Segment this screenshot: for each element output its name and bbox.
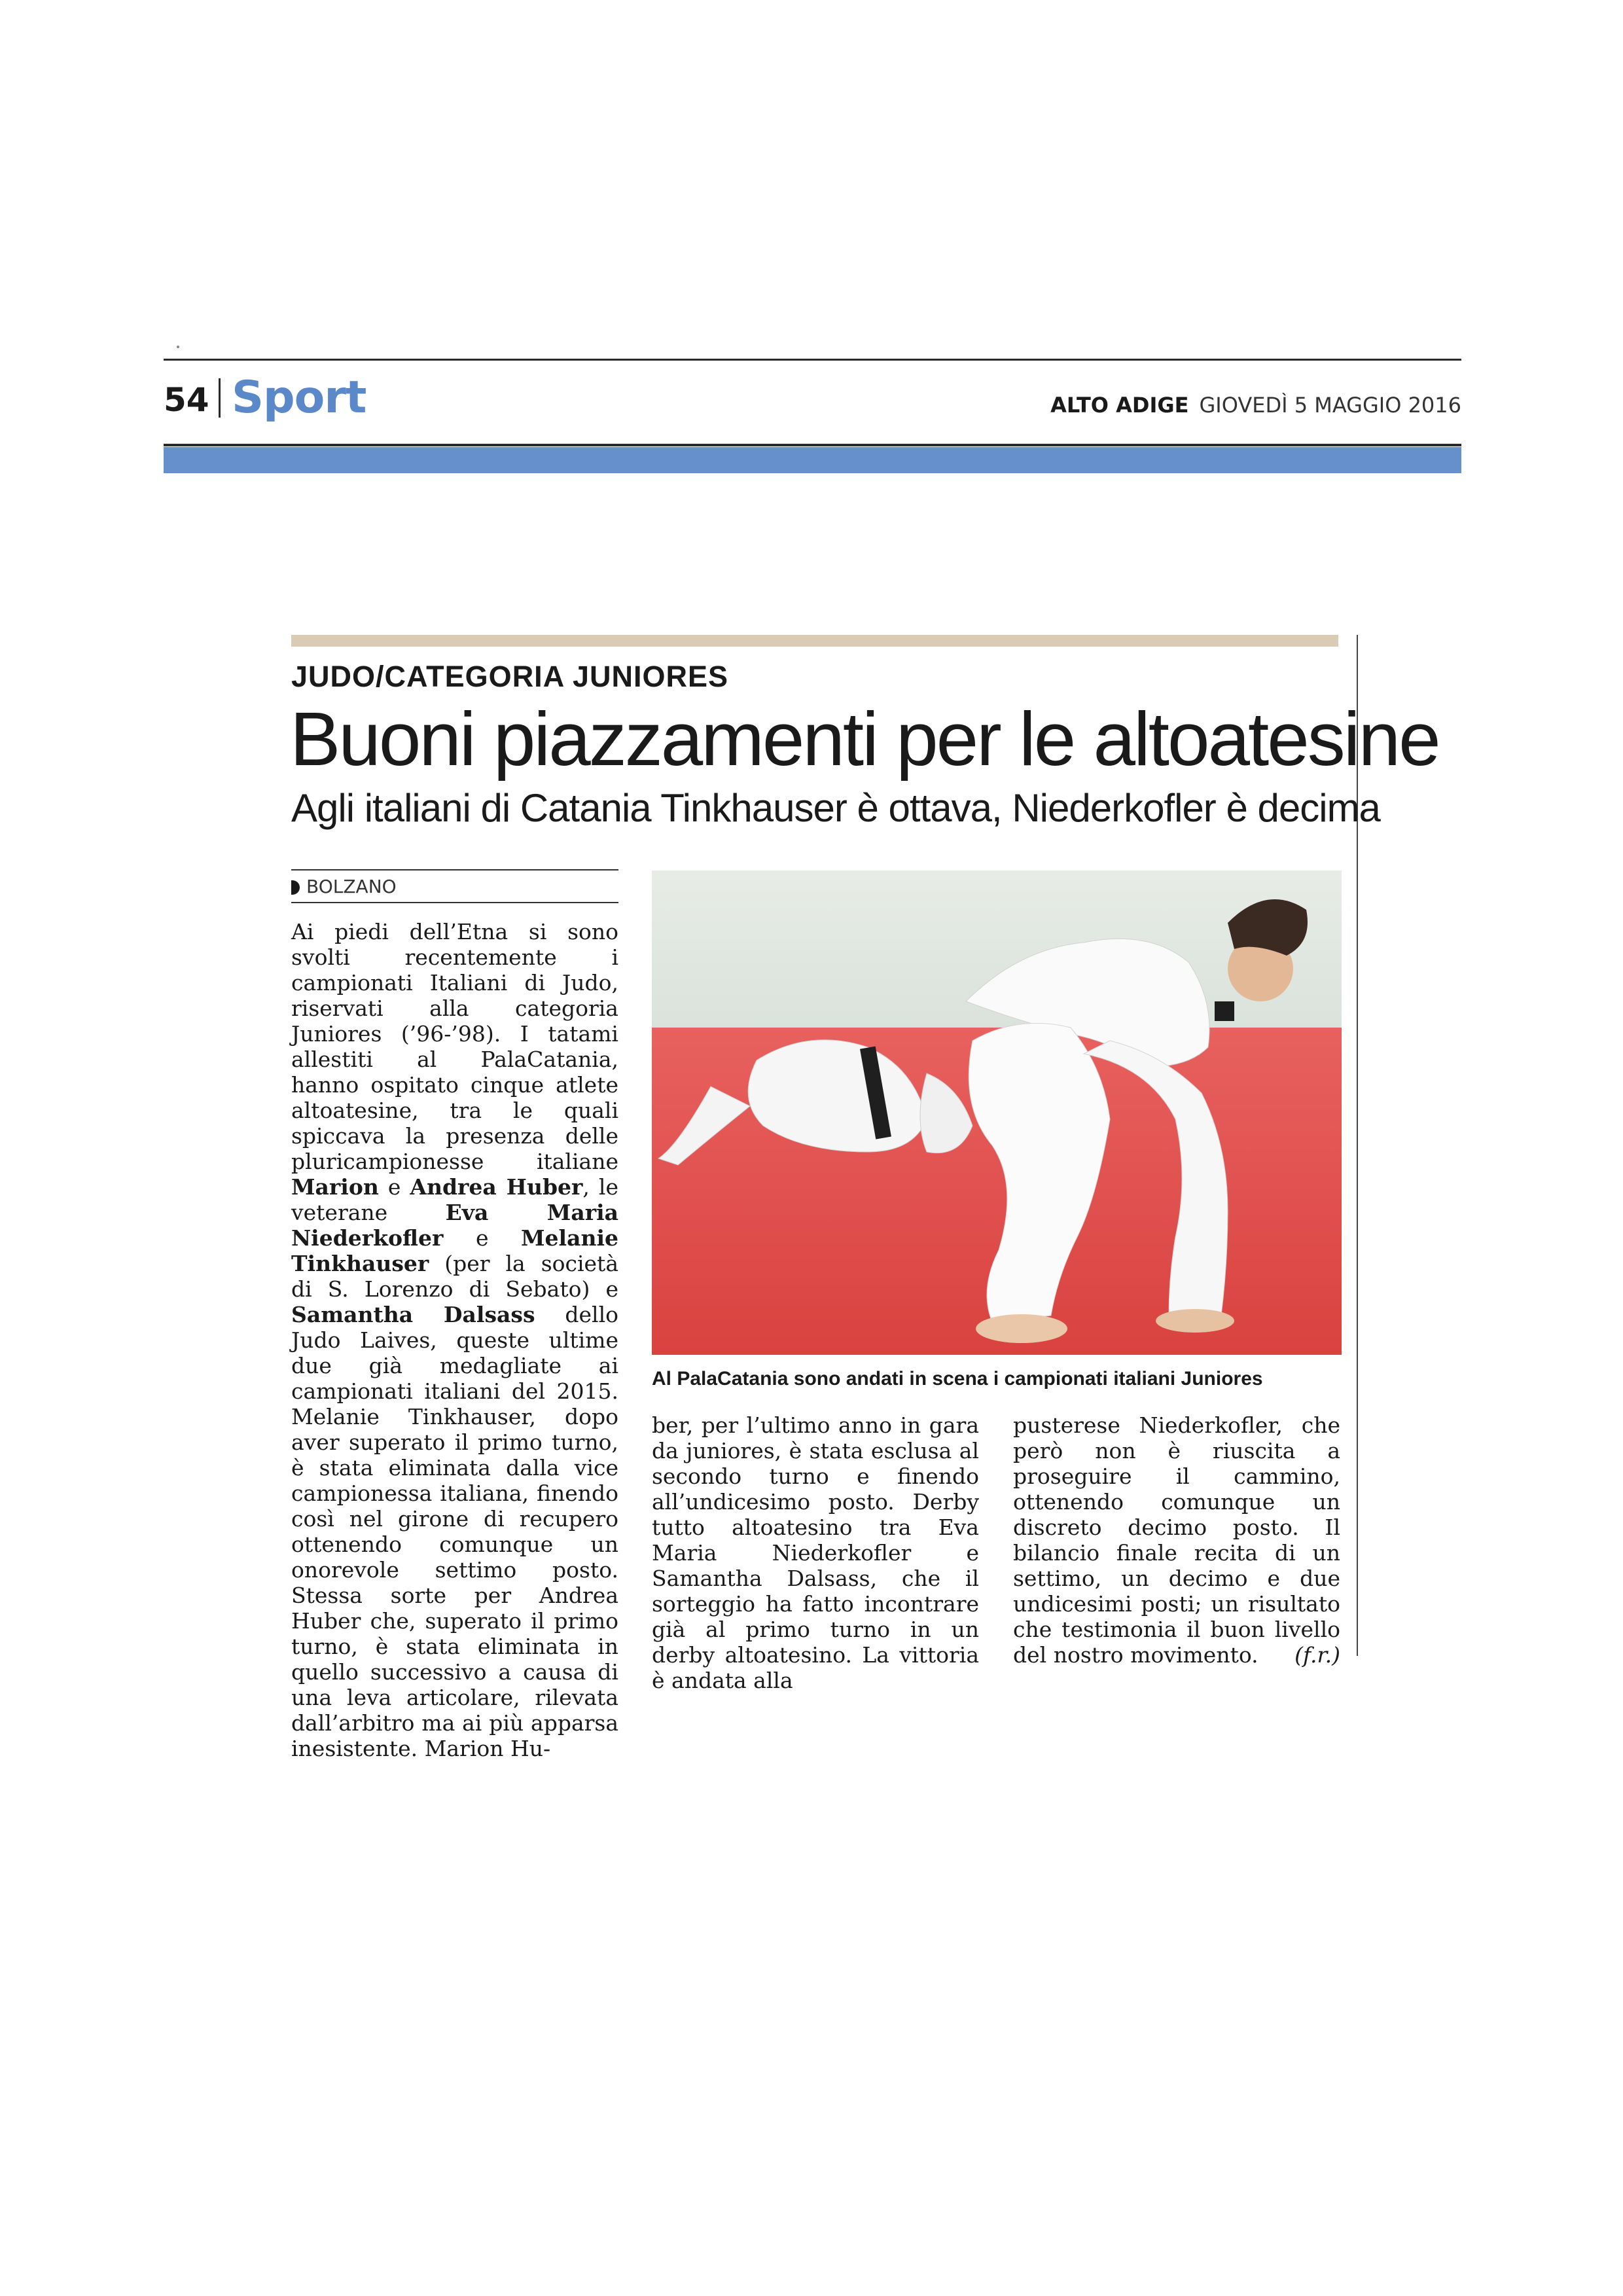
- photo-caption: Al PalaCatania sono andati in scena i campionati italiani Juniores: [652, 1368, 1263, 1390]
- body-text: e: [443, 1225, 522, 1251]
- judo-photo-illustration: [652, 870, 1342, 1355]
- athlete-name: Samantha Dalsass: [291, 1302, 535, 1327]
- article-headline: Buoni piazzamenti per le altoatesine: [290, 696, 1439, 781]
- athlete-name: Marion: [291, 1174, 379, 1200]
- section-color-band: [164, 447, 1461, 473]
- body-text: e: [378, 1174, 410, 1200]
- dateline-top-rule: [291, 869, 618, 870]
- page-number: 54: [164, 381, 209, 419]
- judo-photo: [652, 870, 1342, 1355]
- body-text: pusterese Niederkofler, che però non è riuscita a proseguire il cammino, ottenendo comunque un discreto decimo posto. Il bilancio finale recita di un settimo, un decimo e due undicesimi posti; un risultato che testimonia il buon livello del nostro movimento.: [1013, 1412, 1340, 1668]
- body-text: (per la società di S. Lorenzo di Sebato) e: [291, 1251, 618, 1302]
- article-subhead: Agli italiani di Catania Tinkhauser è ottava, Niederkofler è decima: [291, 786, 1380, 830]
- athlete-name: Andrea Huber: [410, 1174, 583, 1200]
- athlete-name: Melanie Tinkhauser: [291, 1225, 618, 1276]
- article-column-1: [291, 919, 618, 1761]
- article-column-3: [1013, 1412, 1340, 1668]
- foot-left: [976, 1314, 1067, 1343]
- header-top-rule: [164, 359, 1461, 361]
- stray-dot: [177, 346, 179, 348]
- section-title: Sport: [232, 372, 366, 423]
- body-text: , le veterane: [291, 1174, 618, 1225]
- paragraph: [291, 919, 618, 1761]
- newspaper-name: ALTO ADIGE: [1050, 393, 1189, 418]
- athlete-name: Eva Maria Niederkofler: [291, 1200, 619, 1251]
- header-bottom-rule: [164, 444, 1461, 446]
- body-text: dello Judo Laives, queste ultime due già medagliate ai campionati italiani del 2015. Melanie Tinkhauser, dopo aver superato il primo turno, è stata eliminata dalla vice campionessa italiana, finendo così nel girone di recupero ottenendo comunque un onorevole settimo posto. Stessa sorte per Andrea Huber che, superato il primo turno, è stata eliminata in quello successivo a causa di una leva articolare, rilevata dall’arbitro ma ai più apparsa inesistente. Marion Hu-: [291, 1302, 618, 1761]
- dateline: [291, 876, 397, 897]
- article-top-bar: [291, 635, 1338, 647]
- masthead: [1050, 393, 1461, 418]
- dateline-marker-icon: [291, 880, 300, 895]
- article-kicker: JUDO/CATEGORIA JUNIORES: [291, 660, 729, 693]
- belt-knot: [1215, 1001, 1234, 1021]
- header-separator: [219, 378, 221, 418]
- dateline-location: BOLZANO: [306, 876, 397, 897]
- paragraph: [1013, 1412, 1340, 1668]
- author-signature: (f.r.): [1294, 1642, 1340, 1668]
- article-column-2: [652, 1412, 979, 1693]
- body-text: Ai piedi dell’Etna si sono svolti recentemente i campionati Italiani di Judo, riservati alla categoria Juniores (’96-’98). I tatami allestiti al PalaCatania, hanno ospitato cinque atlete altoatesine, tra le quali spiccava la presenza delle pluricampionesse italiane: [291, 919, 618, 1174]
- foot-right: [1156, 1309, 1234, 1333]
- issue-date: GIOVEDÌ 5 MAGGIO 2016: [1199, 393, 1461, 418]
- dateline-bottom-rule: [291, 902, 618, 903]
- paragraph: ber, per l’ultimo anno in gara da juniores, è stata esclusa al secondo turno e finendo all’undicesimo posto. Derby tutto altoatesino tra Eva Maria Niederkofler e Samantha Dalsass, che il sorteggio ha fatto incontrare già al primo turno in un derby altoatesino. La vittoria è andata alla: [652, 1412, 979, 1693]
